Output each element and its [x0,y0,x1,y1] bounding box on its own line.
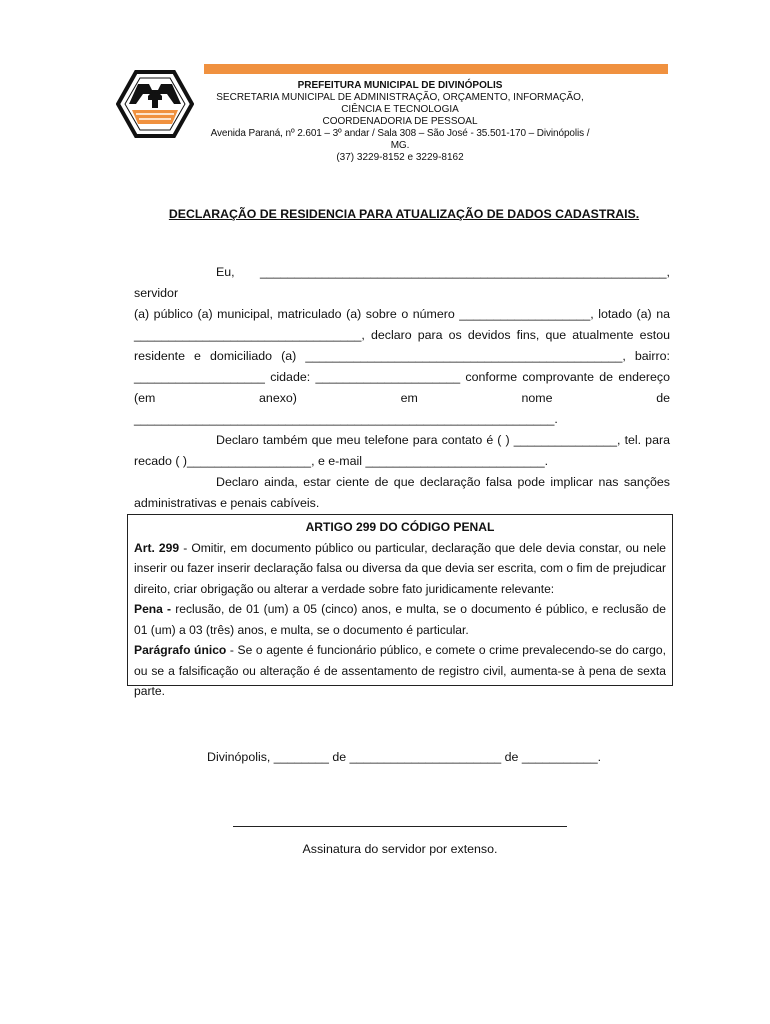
declaration-line: Declaro ainda, estar ciente de que declaração falsa pode implicar nas sanções [216,475,670,489]
penalty-text: reclusão, de 01 (um) a 05 (cinco) anos, e multa, se o documento é público, e reclusão de 01 (um) a 03 (três) anos, e multa, se o documento é particular. [134,602,667,637]
declaration-line: (em anexo) em nome de _____________________________________________________________. [134,391,670,426]
article-text: - Omitir, em documento público ou particular, declaração que dele devia constar, ou nele inserir ou fazer inserir declaração falsa ou diversa da que devia ser escrita, com o fim de prejudicar direito, criar obrigação ou alterar a verdade sobre fato juridicamente relevante: [134,540,666,596]
secretariat-name: SECRETARIA MUNICIPAL DE ADMINISTRAÇÃO, ORÇAMENTO, INFORMAÇÃO, CIÊNCIA E TECNOLOGIA [216,92,584,115]
penal-code-title: ARTIGO 299 DO CÓDIGO PENAL [305,520,495,534]
address: Avenida Paraná, nº 2.601 – 3º andar / Sala 308 – São José - 35.501-170 – Divinópolis / MG. [210,128,590,151]
declaration-body [134,262,670,514]
declaration-line: Declaro também que meu telefone para contato é ( ) _______________, tel. para [216,433,670,447]
declaration-line: Eu, ___________________________________________________________, servidor [134,265,670,300]
declaration-line: administrativas e penais cabíveis. [134,496,320,510]
sole-paragraph-text: - Se o agente é funcionário público, e comete o crime prevalecendo-se do cargo, ou se a falsificação ou alteração é de assentamento de registro civil, aumenta-se à pena de sexta parte. [134,643,666,698]
signature-line [233,826,567,827]
article-paragraph [134,538,666,600]
declaration-line: ___________________ cidade: _____________________ conforme comprovante de endereço [134,370,670,384]
letterhead [200,80,600,164]
sole-paragraph-label: Parágrafo único [134,643,227,657]
org-name: PREFEITURA MUNICIPAL DE DIVINÓPOLIS [297,80,503,91]
municipal-coat-of-arms-icon [116,70,194,138]
declaration-line: (a) público (a) municipal, matriculado (a) sobre o número ___________________, lotado (a) na [134,307,670,321]
penalty-paragraph [134,599,666,640]
declaration-line: residente e domiciliado (a) ______________________________________________, bairro: [134,349,670,363]
penalty-label: Pena - [134,602,172,616]
header-accent-bar [204,64,668,74]
declaration-line: _________________________________, declaro para os devidos fins, que atualmente estou [134,328,670,342]
article-label: Art. 299 [134,540,180,555]
place-date-line: Divinópolis, ________ de ______________________ de ___________. [207,750,602,764]
signature-label: Assinatura do servidor por extenso. [302,842,498,856]
declaration-line: recado ( )__________________, e e-mail __________________________. [134,454,549,468]
phones: (37) 3229-8152 e 3229-8162 [336,152,464,163]
department-name: COORDENADORIA DE PESSOAL [322,116,478,127]
document-title: DECLARAÇÃO DE RESIDENCIA PARA ATUALIZAÇÃO DE DADOS CADASTRAIS. [168,207,640,221]
penal-code-box [127,514,673,698]
sole-paragraph [134,640,666,702]
